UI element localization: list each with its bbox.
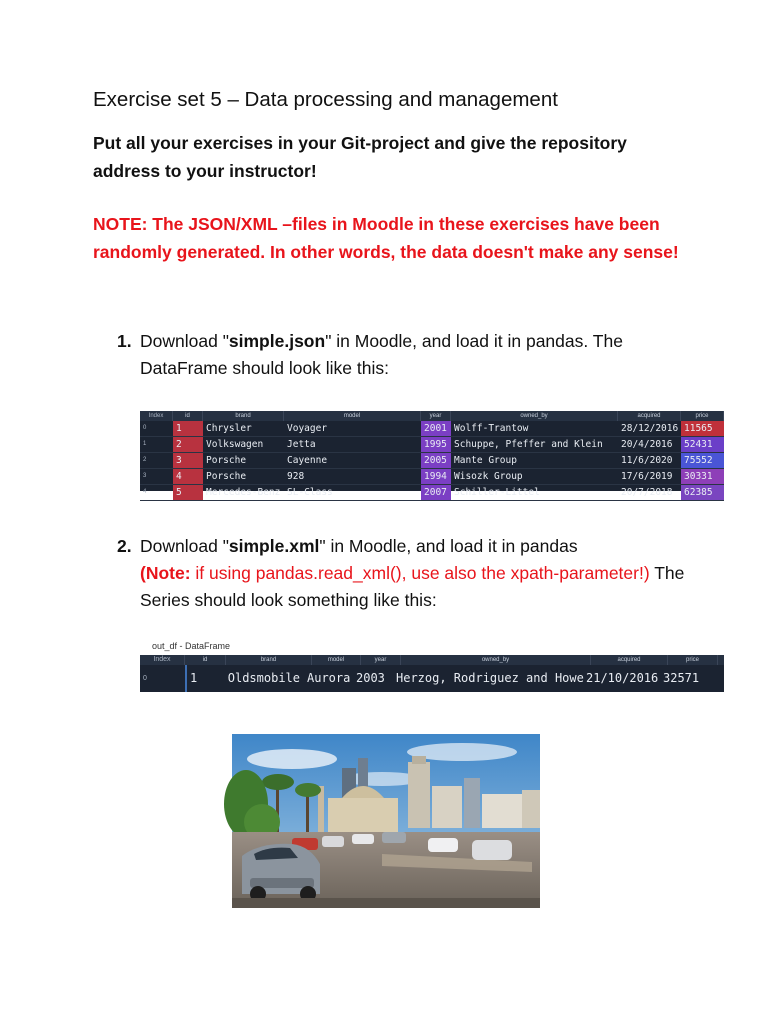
item-text: [140, 328, 687, 382]
cell-brand: Mercedes-Benz: [206, 487, 281, 498]
cell-brand: Volkswagen: [206, 439, 264, 450]
column-header: price: [681, 411, 724, 421]
column-header: year: [421, 411, 451, 421]
cell-owned-by: Mante Group: [454, 455, 517, 466]
cell-acquired: 28/12/2016: [621, 423, 679, 434]
table-row: [140, 437, 724, 453]
cell-id: 2: [173, 437, 203, 452]
cell-model: Jetta: [287, 439, 316, 450]
cell-year: 2001: [421, 421, 451, 436]
cell-price: 62385: [681, 485, 724, 500]
column-header: price: [668, 655, 718, 665]
cell-index: 1: [143, 441, 147, 447]
document-title: Exercise set 5 – Data processing and management: [93, 88, 558, 111]
cell-owned-by: Schiller-Littel: [454, 487, 540, 498]
cell-index: 3: [143, 473, 147, 479]
cell-id: 1: [173, 421, 203, 436]
cell-owned-by: Wolff-Trantow: [454, 423, 529, 434]
table-row: [140, 665, 724, 692]
cell-model: 928: [287, 471, 305, 482]
cell-year: 2003: [356, 671, 385, 685]
cell-index: 0: [143, 675, 147, 682]
item-text: [140, 533, 687, 614]
cell-year: 2005: [421, 453, 451, 468]
column-header: brand: [203, 411, 284, 421]
cell-year: 1994: [421, 469, 451, 484]
file-name: simple.xml: [228, 536, 320, 556]
dataframe-table-json: [140, 411, 724, 498]
column-header: model: [284, 411, 421, 421]
column-header: owned_by: [451, 411, 618, 421]
cell-model: Cayenne: [287, 455, 328, 466]
cell-price: 52431: [681, 437, 724, 452]
column-header: id: [185, 655, 226, 665]
exercise-item-1: [117, 328, 687, 382]
cell-owned-by: Herzog, Rodriguez and Howe: [396, 671, 584, 685]
item-text-pre: Download ": [140, 331, 229, 351]
exercise-item-2: [117, 533, 687, 614]
column-header: id: [173, 411, 203, 421]
column-header: Index: [140, 411, 173, 421]
cell-owned-by: Schuppe, Pfeffer and Klein: [454, 439, 603, 450]
xpath-note: [140, 563, 650, 583]
dataframe-table-xml: [140, 655, 724, 692]
cell-acquired: 11/6/2020: [621, 455, 673, 466]
table-row: [140, 421, 724, 437]
cell-model: Voyager: [287, 423, 328, 434]
cell-brand: Porsche: [206, 455, 247, 466]
table-header: [140, 655, 724, 665]
table-row: [140, 469, 724, 485]
cell-index: 0: [143, 425, 147, 431]
cell-index: 2: [143, 457, 147, 463]
table-row: [140, 485, 724, 501]
column-header: brand: [226, 655, 312, 665]
cell-id: 5: [173, 485, 203, 500]
cell-price: 32571: [663, 671, 700, 685]
item-text-post: " in Moodle, and load it in pandas. The DataFrame should look like this:: [140, 331, 623, 378]
cell-owned-by: Wisozk Group: [454, 471, 523, 482]
cell-id: 4: [173, 469, 203, 484]
cell-brand: Oldsmobile: [227, 671, 300, 685]
cell-acquired: 20/7/2018: [621, 487, 673, 498]
file-name: simple.json: [228, 331, 326, 351]
cell-acquired: 20/4/2016: [621, 439, 673, 450]
cell-brand: Chrysler: [206, 423, 252, 434]
column-header: Index: [140, 655, 185, 665]
cell-id: 3: [173, 453, 203, 468]
item-text-tail: The Series should look something like this:: [140, 563, 685, 610]
cell-price: 11565: [681, 421, 724, 436]
cell-year: 2007: [421, 485, 451, 500]
column-header: model: [312, 655, 361, 665]
column-header: acquired: [591, 655, 668, 665]
note-body: if using pandas.read_xml(), use also the xpath-parameter!): [190, 563, 650, 583]
table-body: [140, 421, 724, 501]
cell-price: 30331: [681, 469, 724, 484]
note-text: NOTE: The JSON/XML –files in Moodle in these exercises have been randomly generated. In other words, the data doesn't make any sense!: [93, 214, 679, 262]
cell-index: 4: [143, 489, 147, 495]
cell-acquired: 21/10/2016: [586, 671, 659, 685]
intro-text: Put all your exercises in your Git-project and give the repository address to your instructor!: [93, 133, 627, 181]
item-text-pre: Download ": [140, 536, 229, 556]
column-header: year: [361, 655, 401, 665]
cell-model: SL-Class: [287, 487, 333, 498]
table-header: [140, 411, 724, 421]
cell-id[interactable]: 1: [185, 665, 222, 692]
cell-year: 1995: [421, 437, 451, 452]
cell-brand: Porsche: [206, 471, 247, 482]
cell-model: Aurora: [307, 671, 351, 685]
cell-price: 75552: [681, 453, 724, 468]
cell-acquired: 17/6/2019: [621, 471, 673, 482]
city-street-photo: [232, 734, 540, 908]
item-number: 2.: [117, 536, 132, 556]
column-header: owned_by: [401, 655, 591, 665]
item-number: 1.: [117, 331, 132, 351]
table-row: [140, 453, 724, 469]
note-label: Note:: [145, 563, 191, 583]
item-text-post: " in Moodle, and load it in pandas: [319, 536, 578, 556]
note-open: (: [140, 563, 146, 583]
column-header: acquired: [618, 411, 681, 421]
dataframe-window-label: out_df - DataFrame: [152, 641, 231, 651]
